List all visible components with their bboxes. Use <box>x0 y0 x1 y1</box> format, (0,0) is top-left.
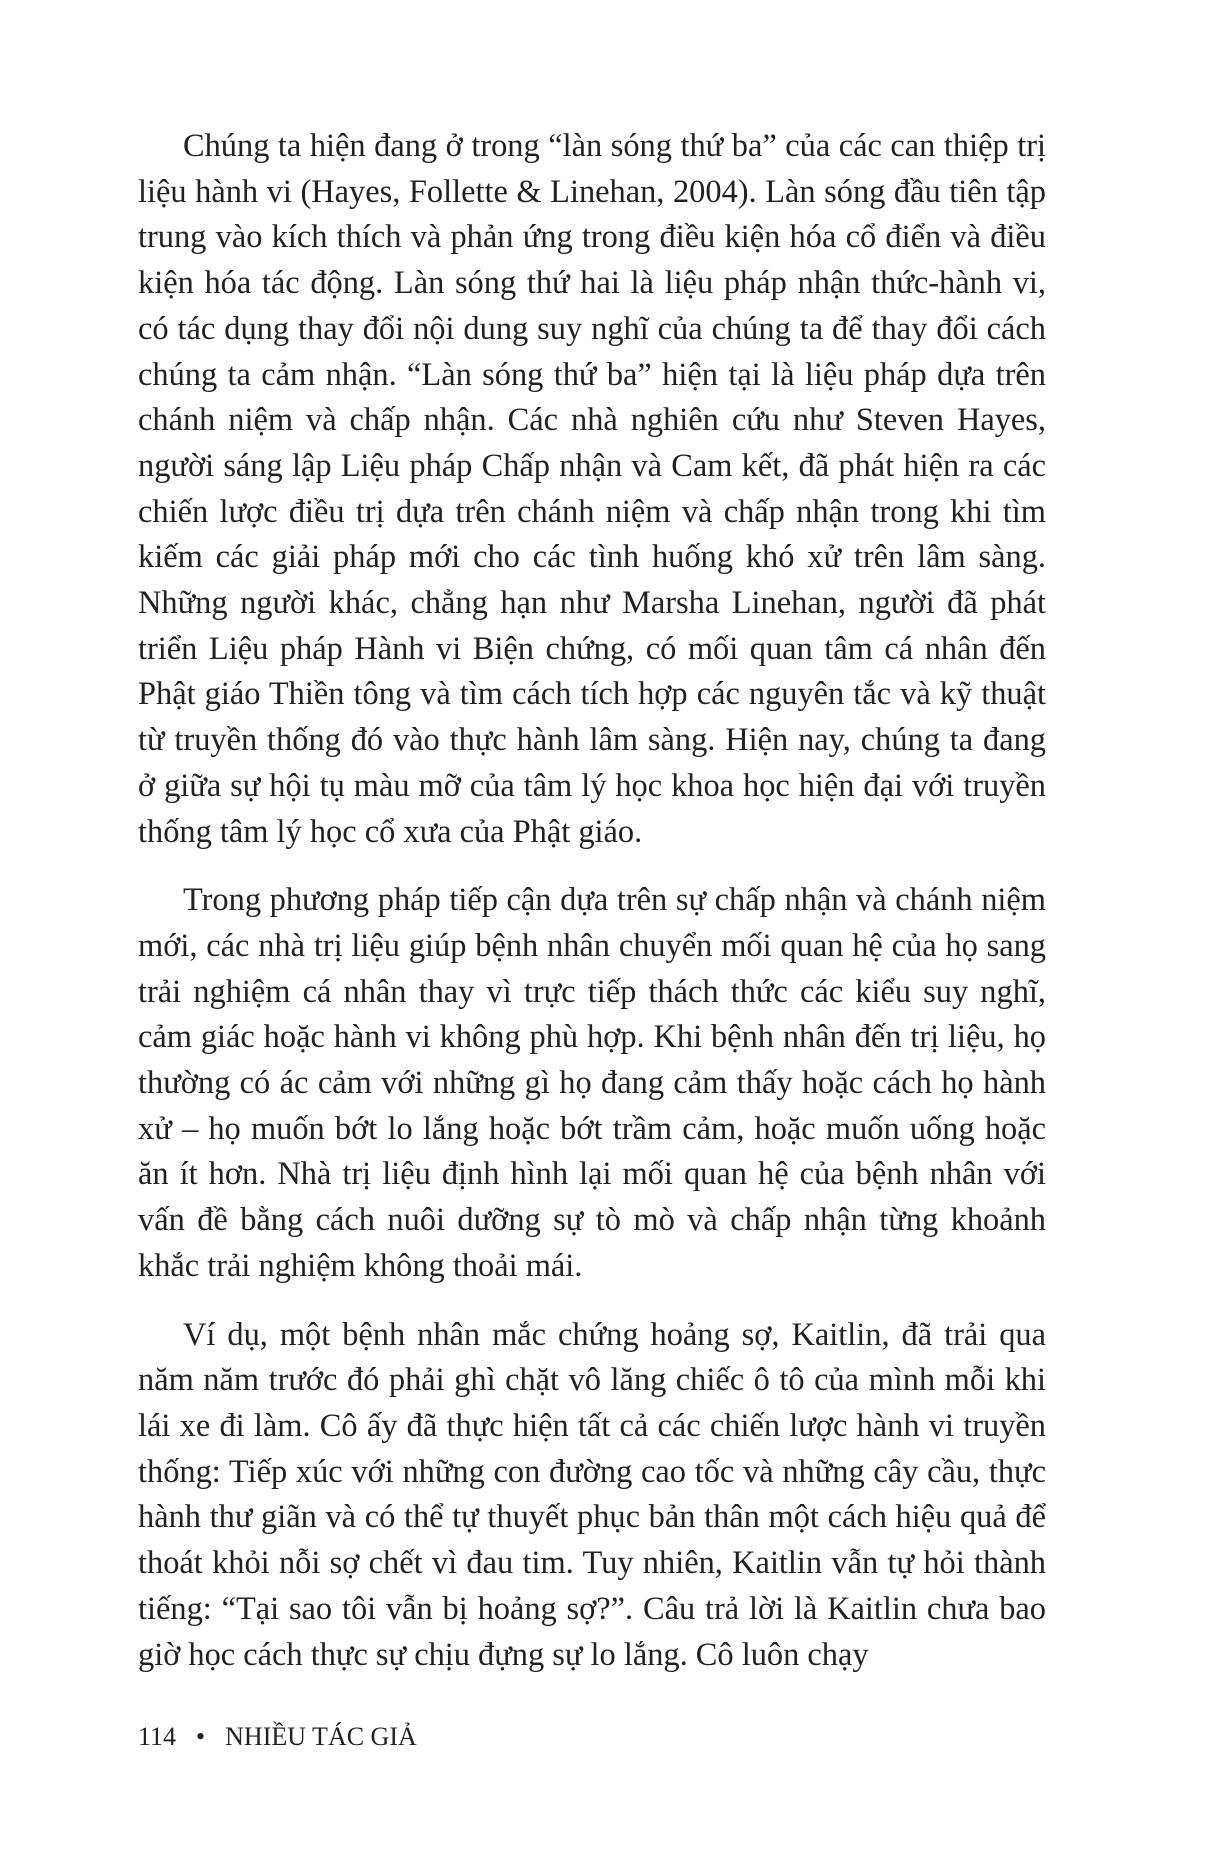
paragraph-1: Chúng ta hiện đang ở trong “làn sóng thứ ba” của các can thiệp trị liệu hành vi (Hayes, Follette & Linehan, 2004). Làn sóng đầu tiên tập trung vào kích thích và phản ứng trong điều kiện hóa cổ điển và điều kiện hóa tác động. Làn sóng thứ hai là liệu pháp nhận thức-hành vi, có tác dụng thay đổi nội dung suy nghĩ của chúng ta để thay đổi cách chúng ta cảm nhận. “Làn sóng thứ ba” hiện tại là liệu pháp dựa trên chánh niệm và chấp nhận. Các nhà nghiên cứu như Steven Hayes, người sáng lập Liệu pháp Chấp nhận và Cam kết, đã phát hiện ra các chiến lược điều trị dựa trên chánh niệm và chấp nhận trong khi tìm kiếm các giải pháp mới cho các tình huống khó xử trên lâm sàng. Những người khác, chẳng hạn như Marsha Linehan, người đã phát triển Liệu pháp Hành vi Biện chứng, có mối quan tâm cá nhân đến Phật giáo Thiền tông và tìm cách tích hợp các nguyên tắc và kỹ thuật từ truyền thống đó vào thực hành lâm sàng. Hiện nay, chúng ta đang ở giữa sự hội tụ màu mỡ của tâm lý học khoa học hiện đại với truyền thống tâm lý học cổ xưa của Phật giáo. <box>138 128 1046 850</box>
paragraph-3: Ví dụ, một bệnh nhân mắc chứng hoảng sợ, Kaitlin, đã trải qua năm năm trước đó phải ghì chặt vô lăng chiếc ô tô của mình mỗi khi lái xe đi làm. Cô ấy đã thực hiện tất cả các chiến lược hành vi truyền thống: Tiếp xúc với những con đường cao tốc và những cây cầu, thực hành thư giãn và có thể tự thuyết phục bản thân một cách hiệu quả để thoát khỏi nỗi sợ chết vì đau tim. Tuy nhiên, Kaitlin vẫn tự hỏi thành tiếng: “Tại sao tôi vẫn bị hoảng sợ?”. Câu trả lời là Kaitlin chưa bao giờ học cách thực sự chịu đựng sự lo lắng. Cô luôn chạy <box>138 1316 1046 1673</box>
body-text <box>138 124 1046 1678</box>
page-number: 114 <box>138 1722 177 1751</box>
footer-separator: • <box>196 1722 206 1751</box>
running-author: NHIỀU TÁC GIẢ <box>225 1722 417 1751</box>
page-footer <box>138 1722 417 1752</box>
paragraph-2: Trong phương pháp tiếp cận dựa trên sự chấp nhận và chánh niệm mới, các nhà trị liệu giúp bệnh nhân chuyển mối quan hệ của họ sang trải nghiệm cá nhân thay vì trực tiếp thách thức các kiểu suy nghĩ, cảm giác hoặc hành vi không phù hợp. Khi bệnh nhân đến trị liệu, họ thường có ác cảm với những gì họ đang cảm thấy hoặc cách họ hành xử – họ muốn bớt lo lắng hoặc bớt trầm cảm, hoặc muốn uống hoặc ăn ít hơn. Nhà trị liệu định hình lại mối quan hệ của bệnh nhân với vấn đề bằng cách nuôi dưỡng sự tò mò và chấp nhận từng khoảnh khắc trải nghiệm không thoải mái. <box>138 882 1046 1284</box>
